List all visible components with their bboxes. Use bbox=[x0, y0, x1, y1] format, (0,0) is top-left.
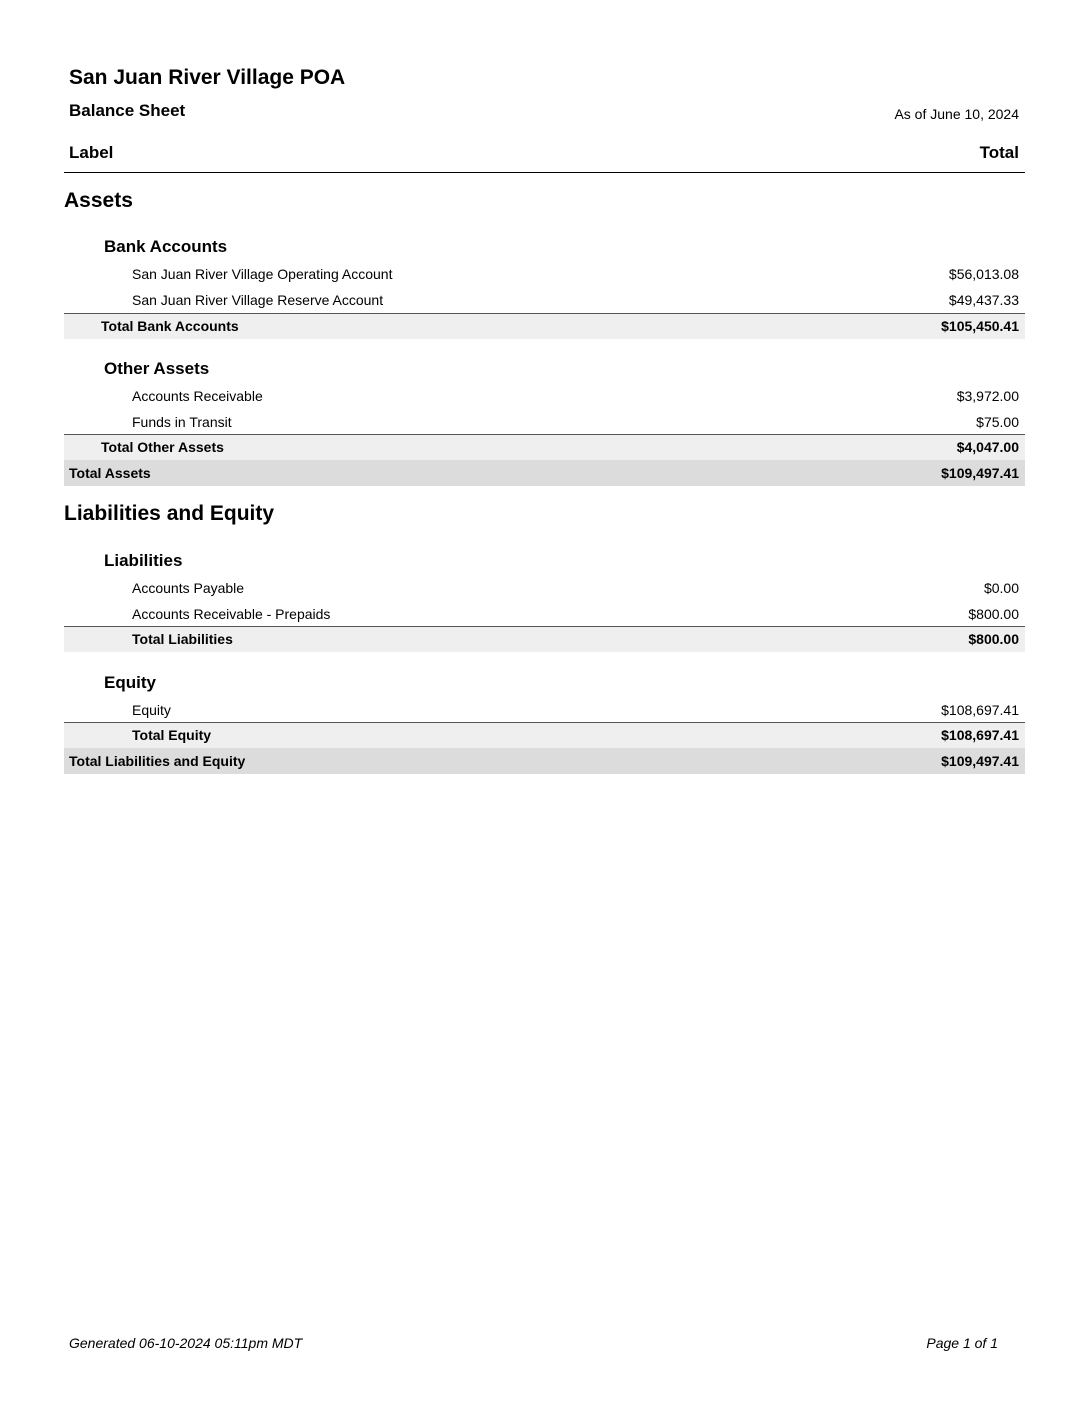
subtotal-label: Total Other Assets bbox=[101, 439, 224, 455]
line-item-label: Accounts Receivable - Prepaids bbox=[132, 606, 331, 622]
column-header-label: Label bbox=[69, 143, 114, 162]
group-heading-equity: Equity bbox=[104, 673, 156, 692]
line-item-row bbox=[64, 576, 1025, 602]
line-item-row bbox=[64, 410, 1025, 436]
subtotal-amount: $105,450.41 bbox=[941, 318, 1019, 334]
footer-page-number: Page 1 of 1 bbox=[926, 1335, 998, 1351]
subtotal-amount: $108,697.41 bbox=[941, 727, 1019, 743]
line-item-row bbox=[64, 288, 1025, 314]
footer-generated-timestamp: Generated 06-10-2024 05:11pm MDT bbox=[69, 1335, 303, 1351]
group-heading-liabilities: Liabilities bbox=[104, 551, 183, 570]
subtotal-row-liabilities bbox=[64, 626, 1025, 652]
subtotal-label: Total Liabilities bbox=[132, 631, 233, 647]
subtotal-row-other-assets bbox=[64, 434, 1025, 460]
subtotal-label: Total Bank Accounts bbox=[101, 318, 239, 334]
line-item-amount: $3,972.00 bbox=[956, 388, 1019, 404]
total-row-assets bbox=[64, 460, 1025, 486]
line-item-label: Accounts Payable bbox=[132, 580, 245, 596]
line-item-label: Accounts Receivable bbox=[132, 388, 263, 404]
line-item-amount: $108,697.41 bbox=[941, 702, 1019, 718]
subtotal-row-bank-accounts bbox=[64, 313, 1025, 339]
report-title: Balance Sheet bbox=[69, 101, 186, 120]
total-amount: $109,497.41 bbox=[941, 465, 1019, 481]
line-item-label: Equity bbox=[132, 702, 171, 718]
total-row-liabilities-equity bbox=[64, 748, 1025, 774]
line-item-amount: $75.00 bbox=[976, 414, 1019, 430]
subtotal-label: Total Equity bbox=[132, 727, 212, 743]
total-amount: $109,497.41 bbox=[941, 753, 1019, 769]
subtotal-amount: $800.00 bbox=[968, 631, 1019, 647]
line-item-amount: $49,437.33 bbox=[948, 292, 1019, 308]
line-item-label: Funds in Transit bbox=[132, 414, 232, 430]
line-item-label: San Juan River Village Reserve Account bbox=[132, 292, 384, 308]
line-item-amount: $56,013.08 bbox=[948, 266, 1019, 282]
section-heading-liabilities-equity: Liabilities and Equity bbox=[64, 502, 275, 525]
line-item-amount: $0.00 bbox=[983, 580, 1019, 596]
line-item-label: San Juan River Village Operating Account bbox=[132, 266, 393, 282]
line-item-row bbox=[64, 698, 1025, 724]
line-item-row bbox=[64, 384, 1025, 410]
line-item-row bbox=[64, 262, 1025, 288]
subtotal-amount: $4,047.00 bbox=[956, 439, 1019, 455]
column-header-total: Total bbox=[979, 143, 1019, 162]
subtotal-row-equity bbox=[64, 722, 1025, 748]
section-heading-assets: Assets bbox=[64, 189, 133, 212]
organization-name: San Juan River Village POA bbox=[69, 66, 346, 89]
total-label: Total Assets bbox=[69, 465, 151, 481]
report-date: As of June 10, 2024 bbox=[894, 106, 1019, 122]
group-heading-bank-accounts: Bank Accounts bbox=[104, 237, 228, 256]
total-label: Total Liabilities and Equity bbox=[69, 753, 246, 769]
line-item-amount: $800.00 bbox=[968, 606, 1019, 622]
line-item-row bbox=[64, 602, 1025, 628]
group-heading-other-assets: Other Assets bbox=[104, 359, 210, 378]
header-divider bbox=[64, 172, 1025, 173]
